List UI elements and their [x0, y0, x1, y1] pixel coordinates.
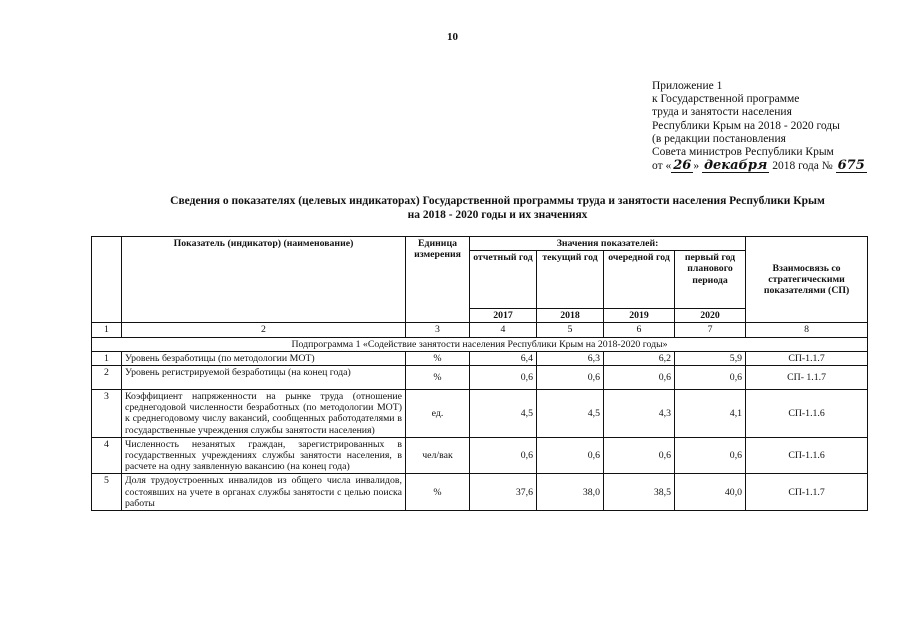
date-year: 2018 года №: [772, 160, 833, 173]
appendix-line: Республики Крым на 2018 - 2020 годы: [652, 119, 840, 132]
header-plan-year: первый год планового периода: [675, 251, 746, 309]
page-number: 10: [447, 31, 458, 43]
appendix-line: Приложение 1: [652, 80, 723, 92]
col-number: 2: [122, 323, 406, 337]
subprogram-row: [92, 337, 868, 351]
row-value-2018: 0,6: [537, 366, 604, 390]
table-row: [92, 351, 868, 365]
header-number: [92, 237, 122, 323]
row-relation: СП-1.1.6: [746, 390, 868, 438]
appendix-line: труда и занятости населения: [652, 106, 792, 119]
row-unit: чел/вак: [406, 437, 470, 474]
row-number: 2: [92, 366, 122, 390]
appendix-line: (в редакции постановления: [652, 132, 786, 145]
row-relation: СП- 1.1.7: [746, 366, 868, 390]
row-indicator: Численность незанятых граждан, зарегистрированных в государственных учреждениях службы занятости населения, в расчете на одну заявленную вакансию (на конец года): [122, 437, 406, 474]
row-unit: %: [406, 474, 470, 511]
handwritten-day: 26: [673, 158, 692, 174]
row-unit: ед.: [406, 390, 470, 438]
row-value-2018: 38,0: [537, 474, 604, 511]
column-numbers-row: [92, 323, 868, 337]
year-cell: 2019: [604, 309, 675, 323]
appendix-line: Совета министров Республики Крым: [652, 146, 834, 159]
col-number: 5: [537, 323, 604, 337]
row-number: 3: [92, 390, 122, 438]
table-row: [92, 366, 868, 390]
appendix-line: к Государственной программе: [652, 93, 800, 106]
handwritten-month: декабря: [703, 158, 768, 174]
row-value-2019: 6,2: [604, 351, 675, 365]
year-cell: 2018: [537, 309, 604, 323]
row-indicator: Уровень регистрируемой безработицы (на конец года): [122, 366, 406, 390]
col-number: 7: [675, 323, 746, 337]
row-relation: СП-1.1.7: [746, 351, 868, 365]
row-value-2020: 0,6: [675, 437, 746, 474]
row-value-2018: 4,5: [537, 390, 604, 438]
header-indicator: Показатель (индикатор) (наименование): [122, 237, 406, 323]
table-row: [92, 390, 868, 438]
row-value-2020: 0,6: [675, 366, 746, 390]
row-value-2018: 6,3: [537, 351, 604, 365]
indicators-table: [91, 236, 868, 511]
row-value-2019: 0,6: [604, 437, 675, 474]
header-row: [92, 237, 868, 251]
row-indicator: Доля трудоустроенных инвалидов из общего числа инвалидов, состоявших на учете в органах службы занятости с целью поиска работы: [122, 474, 406, 511]
header-current-year: текущий год: [537, 251, 604, 309]
header-values-group: Значения показателей:: [470, 237, 746, 251]
row-unit: %: [406, 351, 470, 365]
row-number: 1: [92, 351, 122, 365]
row-value-2017: 0,6: [470, 366, 537, 390]
row-value-2019: 38,5: [604, 474, 675, 511]
header-next-year: очередной год: [604, 251, 675, 309]
col-number: 8: [746, 323, 868, 337]
row-number: 5: [92, 474, 122, 511]
row-value-2019: 0,6: [604, 366, 675, 390]
row-value-2017: 6,4: [470, 351, 537, 365]
handwritten-number: 675: [837, 158, 865, 174]
header-reporting-year: отчетный год: [470, 251, 537, 309]
table-row: [92, 474, 868, 511]
col-number: 1: [92, 323, 122, 337]
row-value-2020: 5,9: [675, 351, 746, 365]
row-indicator: Коэффициент напряженности на рынке труда (отношение среднегодовой численности безработных (по методологии МОТ) к среднегодовому числу вакансий, сообщенных работодателями в государственные учреждения службы занятости населения): [122, 390, 406, 438]
appendix-block: [652, 80, 867, 173]
subprogram-title: Подпрограмма 1 «Содействие занятости населения Республики Крым на 2018-2020 годы»: [92, 337, 868, 351]
date-prefix: от «: [652, 160, 672, 173]
table-row: [92, 437, 868, 474]
document-title: [120, 195, 875, 222]
row-value-2017: 0,6: [470, 437, 537, 474]
title-line-1: Сведения о показателях (целевых индикаторах) Государственной программы труда и занятости населения Республики Крым: [170, 195, 825, 207]
row-number: 4: [92, 437, 122, 474]
header-unit: Единица измерения: [406, 237, 470, 323]
row-relation: СП-1.1.6: [746, 437, 868, 474]
header-relation: Взаимосвязь со стратегическими показателями (СП): [746, 237, 868, 323]
appendix-date-line: [652, 159, 867, 173]
date-mid: »: [693, 160, 700, 173]
row-value-2017: 4,5: [470, 390, 537, 438]
year-cell: 2017: [470, 309, 537, 323]
col-number: 6: [604, 323, 675, 337]
row-relation: СП-1.1.7: [746, 474, 868, 511]
row-unit: %: [406, 366, 470, 390]
col-number: 4: [470, 323, 537, 337]
col-number: 3: [406, 323, 470, 337]
title-line-2: на 2018 - 2020 годы и их значениях: [407, 208, 588, 221]
row-value-2020: 40,0: [675, 474, 746, 511]
row-value-2017: 37,6: [470, 474, 537, 511]
row-value-2020: 4,1: [675, 390, 746, 438]
row-value-2019: 4,3: [604, 390, 675, 438]
year-cell: 2020: [675, 309, 746, 323]
row-value-2018: 0,6: [537, 437, 604, 474]
row-indicator: Уровень безработицы (по методологии МОТ): [122, 351, 406, 365]
